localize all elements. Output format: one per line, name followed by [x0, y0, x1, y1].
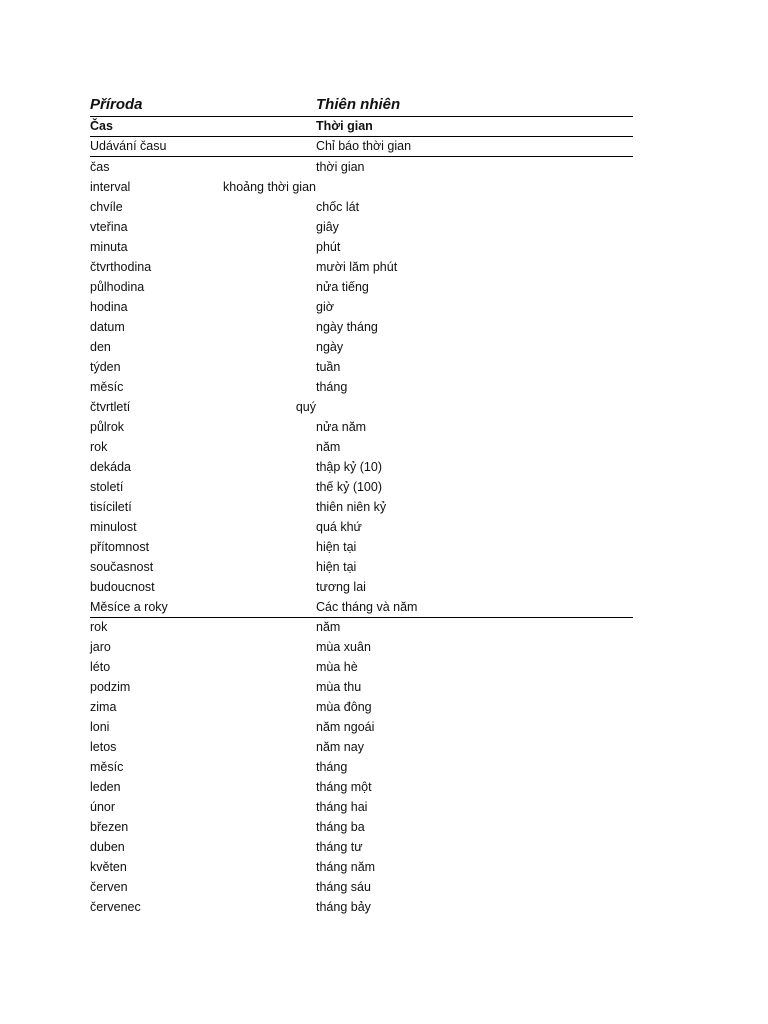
vietnamese-word: thập kỷ (10): [316, 460, 383, 474]
vocabulary-row: [90, 497, 633, 517]
vietnamese-word: tháng hai: [316, 800, 368, 814]
czech-word: vteřina: [90, 220, 128, 234]
czech-word: podzim: [90, 680, 131, 694]
vietnamese-word: tháng một: [316, 780, 372, 794]
czech-word: tisíciletí: [90, 500, 132, 514]
vocabulary-row: [90, 177, 633, 197]
vocabulary-row: [90, 397, 633, 417]
vocabulary-row: [90, 657, 633, 677]
vocabulary-row: [90, 617, 633, 637]
subsection-vietnamese: Các tháng và năm: [316, 600, 418, 614]
vietnamese-word: tháng tư: [316, 840, 363, 854]
vocabulary-row: [90, 857, 633, 877]
vietnamese-word: giây: [316, 220, 339, 234]
czech-word: červen: [90, 880, 128, 894]
vocabulary-row: [90, 257, 633, 277]
czech-word: dekáda: [90, 460, 132, 474]
vocabulary-row: [90, 837, 633, 857]
czech-word: datum: [90, 320, 125, 334]
vietnamese-word: mùa xuân: [316, 640, 371, 654]
czech-word: měsíc: [90, 380, 124, 394]
vocabulary-row: [90, 537, 633, 557]
vocabulary-row: [90, 337, 633, 357]
czech-word: zima: [90, 700, 117, 714]
vietnamese-word: tuần: [316, 360, 341, 374]
vietnamese-word: năm: [316, 440, 341, 454]
czech-word: týden: [90, 360, 121, 374]
vietnamese-word: quá khứ: [316, 520, 362, 534]
vietnamese-word: tháng sáu: [316, 880, 371, 894]
vietnamese-word: năm ngoái: [316, 720, 375, 734]
czech-word: rok: [90, 440, 108, 454]
vocabulary-row: [90, 197, 633, 217]
vietnamese-word: hiện tại: [316, 540, 357, 554]
vietnamese-word: chốc lát: [316, 200, 360, 214]
vocabulary-row: [90, 477, 633, 497]
subsection-heading-row: [90, 597, 633, 618]
vocabulary-row: [90, 517, 633, 537]
vietnamese-word: khoảng thời gian: [223, 180, 316, 194]
czech-word: minulost: [90, 520, 137, 534]
vocabulary-row: [90, 217, 633, 237]
czech-word: půlrok: [90, 420, 125, 434]
vietnamese-word: mùa hè: [316, 660, 358, 674]
czech-word: rok: [90, 620, 108, 634]
czech-word: současnost: [90, 560, 154, 574]
vocabulary-row: [90, 457, 633, 477]
czech-word: měsíc: [90, 760, 124, 774]
vietnamese-word: năm: [316, 620, 341, 634]
section-heading-row: [90, 116, 633, 137]
subsection-czech: Udávání času: [90, 139, 167, 153]
vocabulary-row: [90, 757, 633, 777]
vocabulary-row: [90, 557, 633, 577]
subsection-heading-row: [90, 136, 633, 157]
vietnamese-word: nửa năm: [316, 420, 367, 434]
czech-word: den: [90, 340, 111, 354]
czech-word: letos: [90, 740, 117, 754]
vocabulary-row: [90, 297, 633, 317]
vietnamese-word: ngày: [316, 340, 344, 354]
czech-word: květen: [90, 860, 127, 874]
vocabulary-row: [90, 777, 633, 797]
czech-word: chvíle: [90, 200, 123, 214]
czech-word: čtvrtletí: [90, 400, 131, 414]
czech-word: interval: [90, 180, 131, 194]
vocabulary-row: [90, 357, 633, 377]
vietnamese-word: tháng năm: [316, 860, 376, 874]
vocabulary-row: [90, 677, 633, 697]
czech-word: léto: [90, 660, 111, 674]
vietnamese-word: hiện tại: [316, 560, 357, 574]
czech-word: století: [90, 480, 124, 494]
vietnamese-word: ngày tháng: [316, 320, 378, 334]
czech-word: hodina: [90, 300, 128, 314]
vocabulary-row: [90, 737, 633, 757]
vietnamese-word: mùa đông: [316, 700, 372, 714]
vocabulary-row: [90, 317, 633, 337]
czech-word: budoucnost: [90, 580, 155, 594]
vocabulary-row: [90, 577, 633, 597]
vietnamese-word: tháng ba: [316, 820, 365, 834]
czech-word: přítomnost: [90, 540, 150, 554]
subsection-czech: Měsíce a roky: [90, 600, 168, 614]
czech-word: červenec: [90, 900, 141, 914]
czech-word: čas: [90, 160, 110, 174]
vietnamese-word: phút: [316, 240, 341, 254]
section-czech: Čas: [90, 119, 113, 133]
vocabulary-row: [90, 437, 633, 457]
vietnamese-word: tháng: [316, 760, 348, 774]
section-vietnamese: Thời gian: [316, 119, 373, 133]
vocabulary-row: [90, 877, 633, 897]
czech-word: duben: [90, 840, 125, 854]
czech-word: jaro: [90, 640, 111, 654]
vietnamese-word: quý: [295, 400, 316, 414]
vietnamese-word: thời gian: [316, 160, 365, 174]
czech-word: minuta: [90, 240, 128, 254]
vocabulary-row: [90, 237, 633, 257]
vietnamese-word: nửa tiếng: [316, 280, 369, 294]
subsection-vietnamese: Chỉ báo thời gian: [316, 139, 412, 153]
czech-word: březen: [90, 820, 129, 834]
czech-word: únor: [90, 800, 116, 814]
vietnamese-word: năm nay: [316, 740, 364, 754]
vietnamese-word: tương lai: [316, 580, 366, 594]
czech-word: leden: [90, 780, 121, 794]
vietnamese-word: thiên niên kỷ: [316, 500, 387, 514]
vocabulary-row: [90, 377, 633, 397]
vietnamese-word: thế kỷ (100): [316, 480, 383, 494]
vocabulary-row: [90, 277, 633, 297]
vietnamese-word: mười lăm phút: [316, 260, 398, 274]
vocabulary-row: [90, 797, 633, 817]
title-czech: Příroda: [90, 96, 143, 113]
page-title-row: [90, 94, 633, 117]
vocabulary-row: [90, 417, 633, 437]
vietnamese-word: mùa thu: [316, 680, 362, 694]
vocabulary-row: [90, 817, 633, 837]
title-vietnamese: Thiên nhiên: [316, 96, 401, 113]
vietnamese-word: tháng: [316, 380, 348, 394]
vietnamese-word: tháng bảy: [316, 900, 371, 914]
vocabulary-row: [90, 697, 633, 717]
czech-word: půlhodina: [90, 280, 145, 294]
vocabulary-row: [90, 157, 633, 177]
vocabulary-row: [90, 717, 633, 737]
czech-word: čtvrthodina: [90, 260, 152, 274]
czech-word: loni: [90, 720, 110, 734]
vietnamese-word: giờ: [316, 300, 334, 314]
vocabulary-row: [90, 897, 633, 917]
vocabulary-row: [90, 637, 633, 657]
